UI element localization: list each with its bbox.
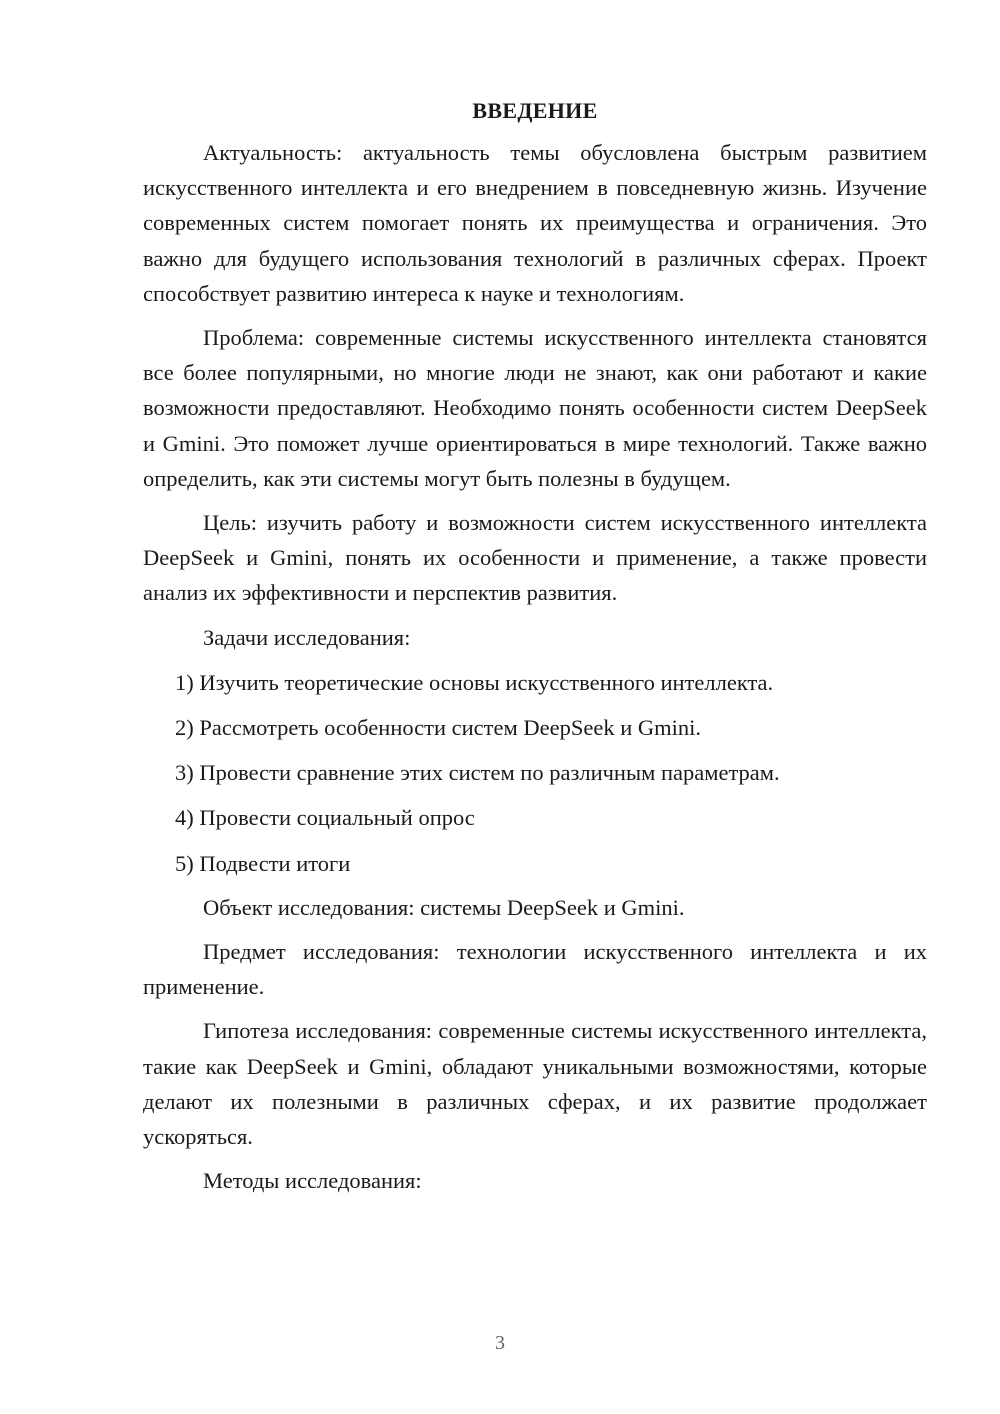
object-paragraph: Объект исследования: системы DeepSeek и Gmini. — [203, 894, 685, 920]
list-item: 4) Провести социальный опрос — [175, 805, 475, 831]
tasks-heading: Задачи исследования: — [203, 624, 411, 650]
goal-paragraph: Цель: изучить работу и возможности систем искусственного интеллекта DeepSeek и Gmini, понять их особенности и применение, а также провести анализ их эффективности и перспектив развития. — [143, 510, 927, 606]
page-title: ВВЕДЕНИЕ — [472, 98, 598, 123]
subject-paragraph: Предмет исследования: технологии искусственного интеллекта и их применение. — [143, 939, 927, 1000]
tasks-list — [143, 665, 927, 881]
relevance-paragraph: Актуальность: актуальность темы обусловлена быстрым развитием искусственного интеллекта и его внедрением в повседневную жизнь. Изучение современных систем помогает понять их преимущества и ограничения. Это важно для будущего использования технологий в различных сферах. Проект способствует развитию интереса к науке и технологиям. — [143, 140, 927, 306]
list-item: 3) Провести сравнение этих систем по различным параметрам. — [175, 760, 780, 786]
list-item: 2) Рассмотреть особенности систем DeepSeek и Gmini. — [175, 715, 701, 741]
page-number: 3 — [495, 1332, 505, 1354]
list-item: 1) Изучить теоретические основы искусственного интеллекта. — [175, 669, 774, 695]
problem-paragraph: Проблема: современные системы искусственного интеллекта становятся все более популярными, но многие люди не знают, как они работают и какие возможности предоставляют. Необходимо понять особенности систем DeepSeek и Gmini. Это поможет лучше ориентироваться в мире технологий. Также важно определить, как эти системы могут быть полезны в будущем. — [143, 325, 927, 491]
hypothesis-paragraph: Гипотеза исследования: современные системы искусственного интеллекта, такие как DeepSeek и Gmini, обладают уникальными возможностями, которые делают их полезными в различных сферах, и их развитие продолжает ускоряться. — [143, 1018, 927, 1150]
methods-heading: Методы исследования: — [203, 1168, 422, 1194]
document-page — [143, 96, 927, 1198]
list-item: 5) Подвести итоги — [175, 850, 351, 876]
